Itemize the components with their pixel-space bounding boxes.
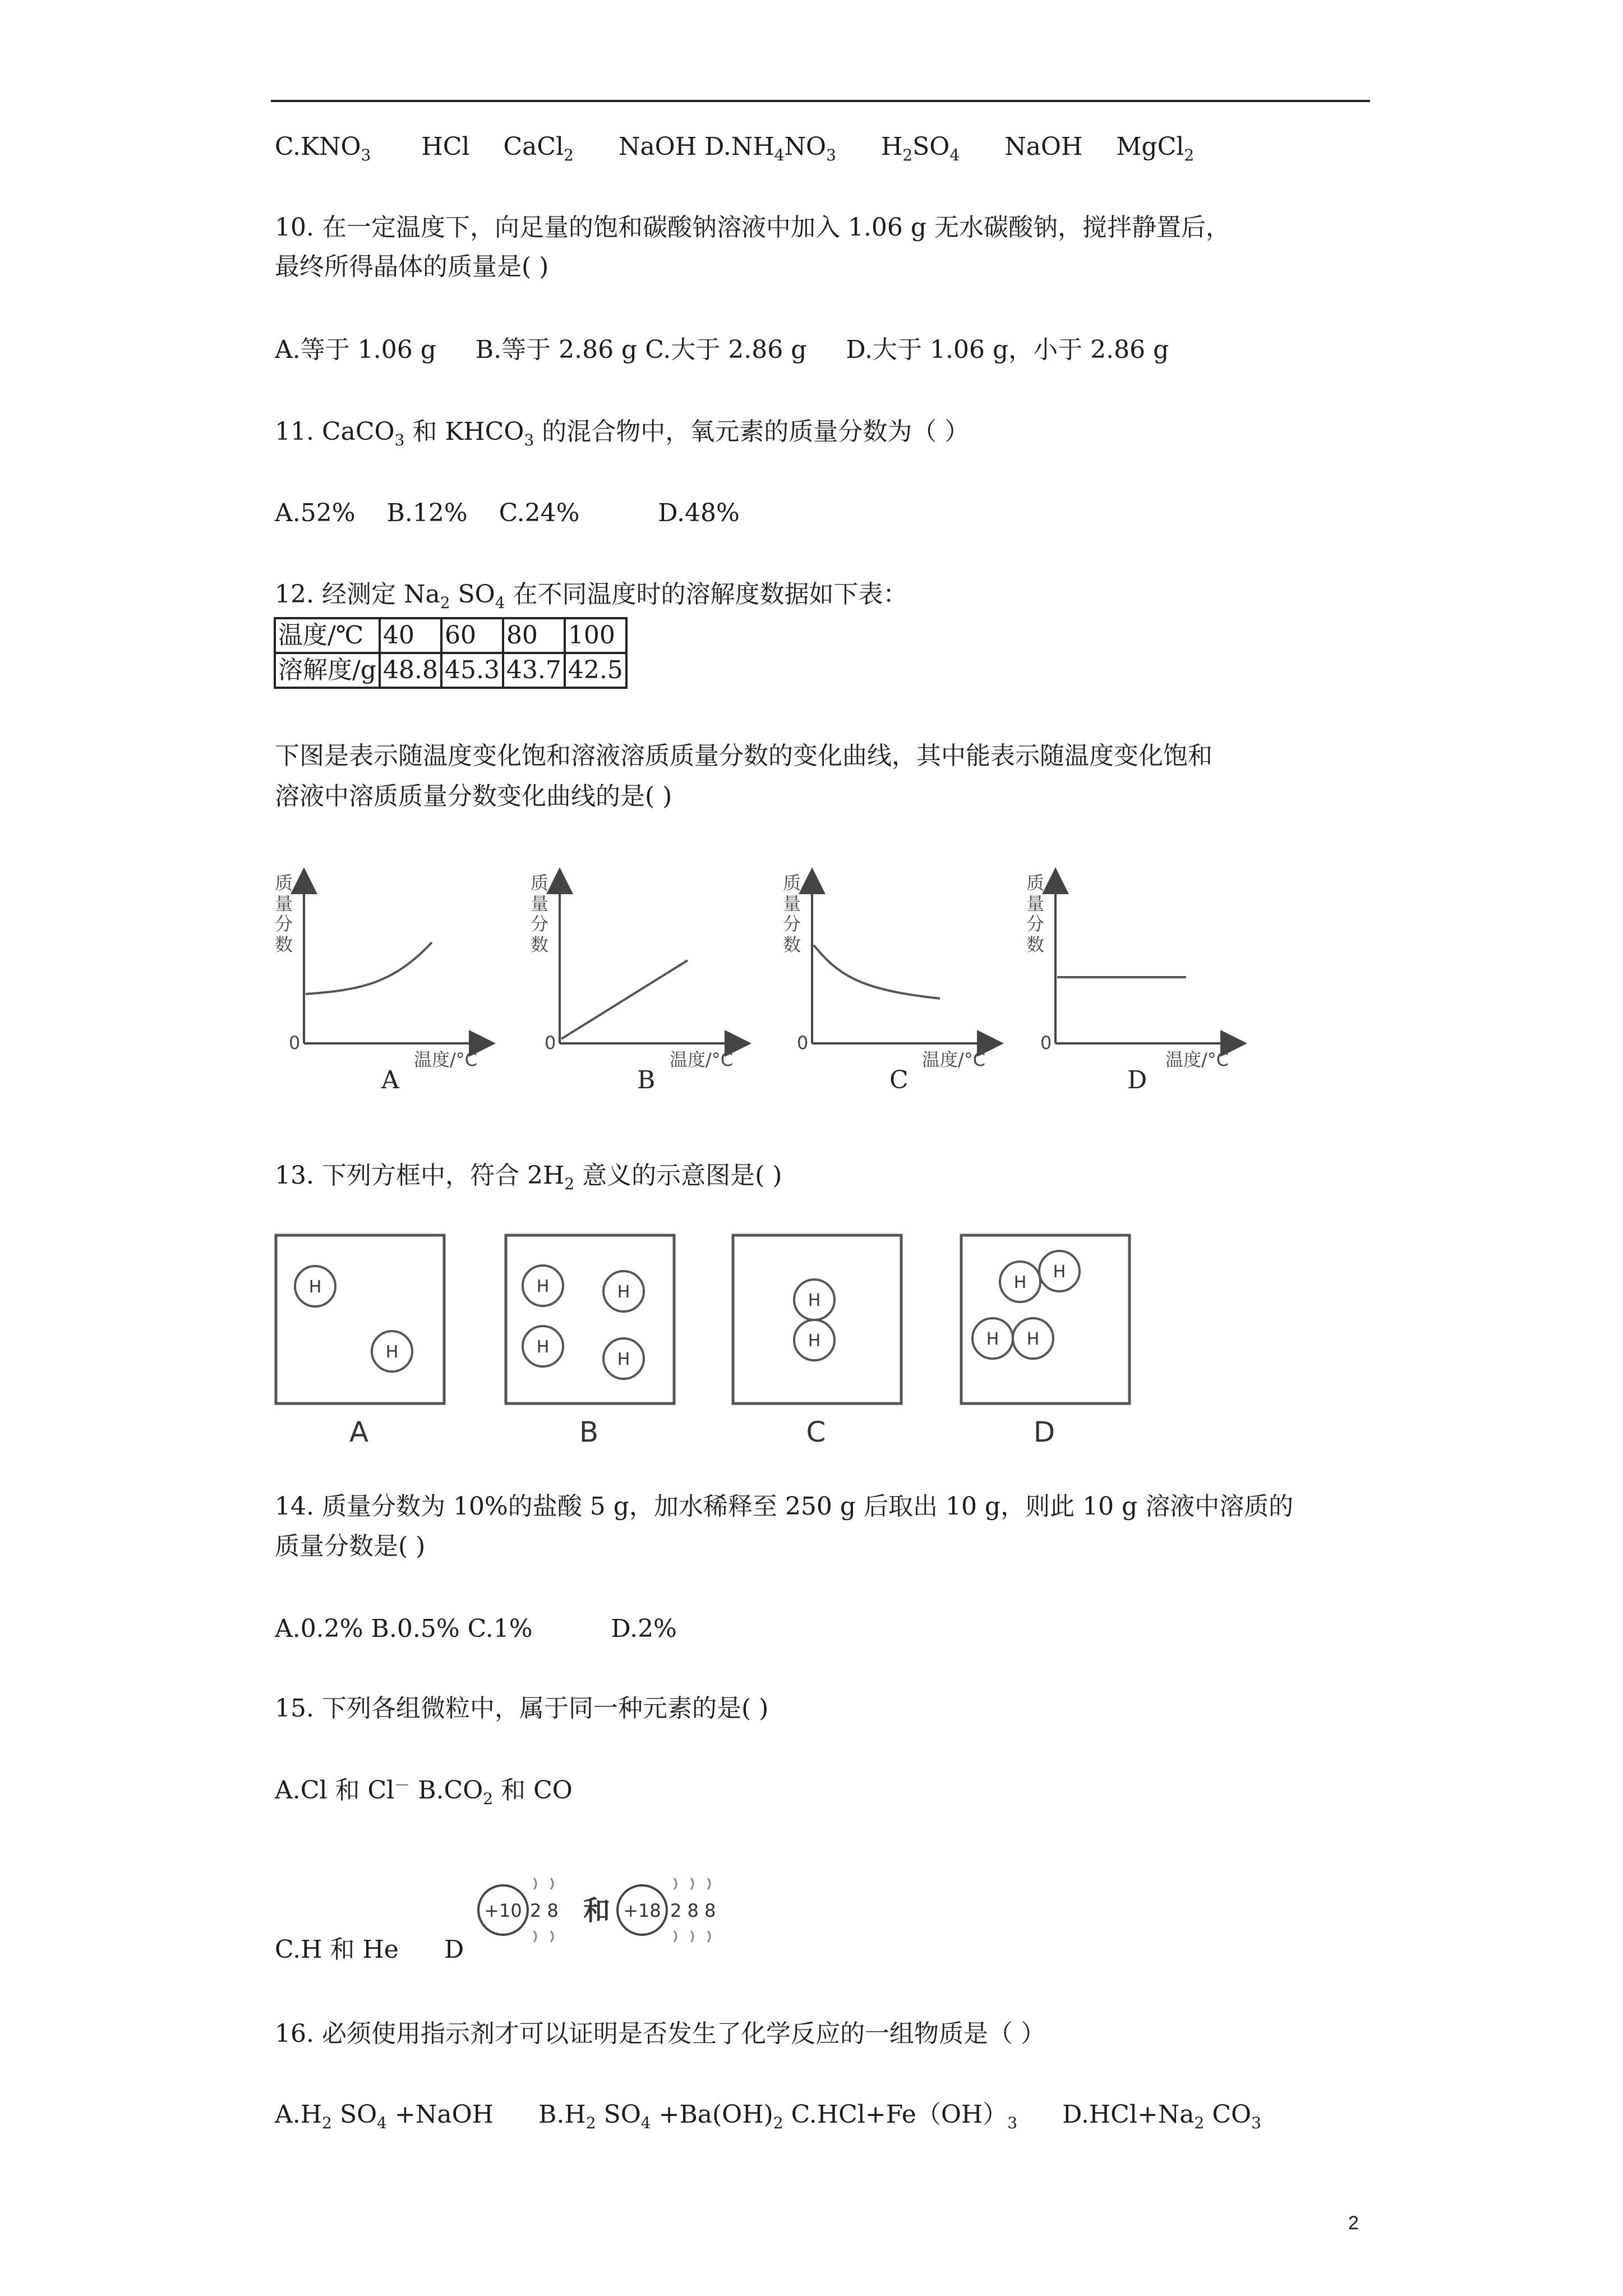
- q13-diagrams: [269, 1228, 1155, 1464]
- q15-options-ab: A.Cl 和 Cl－ $B.CO_2$ 和 CO: [275, 1776, 573, 1808]
- svg-text:H: H: [536, 1337, 550, 1357]
- svg-text:H: H: [1013, 1273, 1027, 1292]
- ylabel-char: 数: [783, 934, 801, 955]
- graph-label: C: [889, 1066, 909, 1094]
- ylabel-char: 分: [531, 913, 549, 935]
- table-cell: 100: [565, 618, 626, 653]
- q16-options: $A.H_2$ $SO_4$ +NaOH $B.H_2$ $SO_4 +Ba(OH)_2$ $C.HCl+Fe(OH)_3$ $D.HCl+Na_2$ $CO_3$: [275, 2100, 1261, 2132]
- table-cell: 80: [503, 618, 565, 653]
- box-b: [506, 1235, 674, 1448]
- origin-label: 0: [1040, 1032, 1052, 1053]
- origin-label: 0: [545, 1032, 556, 1053]
- q12-desc-line1: 下图是表示随温度变化饱和溶液溶质质量分数的变化曲线，其中能表示随温度变化饱和: [275, 742, 1212, 770]
- q12-graphs: [264, 864, 1273, 1111]
- svg-text:+10: +10: [484, 1900, 522, 1921]
- origin-label: 0: [289, 1032, 301, 1053]
- xlabel: 温度/°C: [1165, 1049, 1229, 1070]
- ylabel-char: 质: [531, 872, 549, 894]
- q14-options: A.0.2% B.0.5% C.1% D.2%: [275, 1614, 677, 1643]
- box-c: [733, 1235, 901, 1448]
- ylabel-char: 分: [783, 913, 801, 935]
- graph-c: [783, 872, 990, 1094]
- svg-text:H: H: [986, 1329, 999, 1349]
- graph-label: D: [1127, 1066, 1147, 1094]
- q10-stem-line1: 10. 在一定温度下，向足量的饱和碳酸钠溶液中加入 1.06 g 无水碳酸钠，搅拌静置后，: [275, 213, 1231, 242]
- q12-stem: 12. 经测定 $Na_2$ $SO_4$ 在不同温度时的溶解度数据如下表：: [275, 580, 908, 612]
- table-row: [275, 653, 626, 688]
- and-label: 和: [583, 1895, 611, 1926]
- table-cell: 45.3: [441, 653, 503, 688]
- ylabel-char: 量: [531, 893, 549, 914]
- graph-label: A: [381, 1066, 399, 1094]
- graph-label: B: [637, 1066, 656, 1094]
- q10-stem-line2: 最终所得晶体的质量是( ): [275, 252, 549, 281]
- q13-stem: 13. 下列方框中，符合 $2H_2$ 意义的示意图是( ): [275, 1161, 782, 1193]
- svg-text:H: H: [808, 1291, 821, 1310]
- table-row: [275, 618, 626, 653]
- shells-2: 2 8 8: [670, 1900, 716, 1921]
- ylabel-char: 分: [1026, 913, 1045, 935]
- q10-options: A.等于 1.06 g B.等于 2.86 g C.大于 2.86 g D.大于 1.06 g，小于 2.86 g: [275, 335, 1169, 364]
- box-d: [961, 1235, 1129, 1448]
- graph-b: [531, 872, 738, 1094]
- ylabel-char: 质: [275, 872, 293, 894]
- svg-text:H: H: [808, 1331, 821, 1351]
- curve-c: [814, 945, 940, 999]
- box-label: D: [1033, 1416, 1055, 1448]
- ylabel-char: 质: [783, 872, 801, 894]
- xlabel: 温度/°C: [414, 1049, 478, 1070]
- ylabel-char: 分: [275, 913, 293, 935]
- svg-text:H: H: [1053, 1262, 1066, 1282]
- box-a: [276, 1235, 444, 1448]
- box-label: C: [806, 1416, 826, 1448]
- table-cell: 60: [441, 618, 503, 653]
- graph-d: [1026, 872, 1234, 1094]
- q14-stem-line2: 质量分数是( ): [275, 1532, 426, 1561]
- origin-label: 0: [797, 1032, 809, 1053]
- q16-stem: 16. 必须使用指示剂才可以证明是否发生了化学反应的一组物质是（ ）: [275, 2019, 1045, 2048]
- page-number: 2: [1348, 2212, 1359, 2234]
- q12-desc-line2: 溶液中溶质质量分数变化曲线的是( ): [275, 782, 672, 811]
- shells-1: 2 8: [530, 1900, 559, 1921]
- xlabel: 温度/°C: [670, 1049, 734, 1070]
- curve-b: [561, 960, 688, 1039]
- ylabel-char: 数: [531, 934, 549, 955]
- table-cell: 42.5: [565, 653, 626, 688]
- ylabel-char: 质: [1026, 872, 1045, 894]
- q15-option-d: D: [444, 1935, 464, 1964]
- table-cell: 48.8: [380, 653, 441, 688]
- graph-a: [275, 872, 482, 1094]
- svg-text:+18: +18: [623, 1900, 661, 1921]
- solubility-table: [274, 617, 628, 689]
- header-rule: [271, 100, 1370, 102]
- q15-stem: 15. 下列各组微粒中，属于同一种元素的是( ): [275, 1694, 769, 1723]
- table-cell: 43.7: [503, 653, 565, 688]
- xlabel: 温度/°C: [922, 1049, 986, 1070]
- ylabel-char: 量: [275, 893, 293, 914]
- ylabel-char: 数: [1026, 934, 1045, 955]
- ylabel-char: 量: [1026, 893, 1045, 914]
- box-label: B: [579, 1416, 599, 1448]
- q9-option-c-d: $C.KNO_3$ HCl CaCl$_2$ NaOH $D.NH_4NO_3$ $H_2SO_4$ NaOH MgCl$_2$: [275, 132, 1195, 164]
- svg-text:H: H: [536, 1277, 550, 1296]
- svg-text:H: H: [617, 1350, 630, 1369]
- svg-text:H: H: [1026, 1329, 1040, 1349]
- table-cell: 溶解度/g: [275, 653, 380, 688]
- atom-structure-diagram: [471, 1862, 763, 1958]
- ylabel-char: 量: [783, 893, 801, 914]
- curve-a: [306, 942, 432, 994]
- ylabel-char: 数: [275, 934, 293, 955]
- q15-option-c: C.H 和 He: [275, 1935, 399, 1964]
- table-cell: 温度/℃: [275, 618, 380, 653]
- table-cell: 40: [380, 618, 441, 653]
- q11-stem: 11. CaCO$_3$ 和 $KHCO_3$ 的混合物中，氧元素的质量分数为（ ）: [275, 417, 970, 449]
- svg-text:H: H: [617, 1282, 630, 1302]
- box-label: A: [349, 1416, 369, 1448]
- q11-options: A.52% B.12% C.24% D.48%: [275, 499, 740, 527]
- svg-text:H: H: [385, 1342, 399, 1362]
- svg-text:H: H: [308, 1277, 322, 1297]
- q14-stem-line1: 14. 质量分数为 10%的盐酸 5 g，加水稀释至 250 g 后取出 10 g，则此 10 g 溶液中溶质的: [275, 1492, 1294, 1521]
